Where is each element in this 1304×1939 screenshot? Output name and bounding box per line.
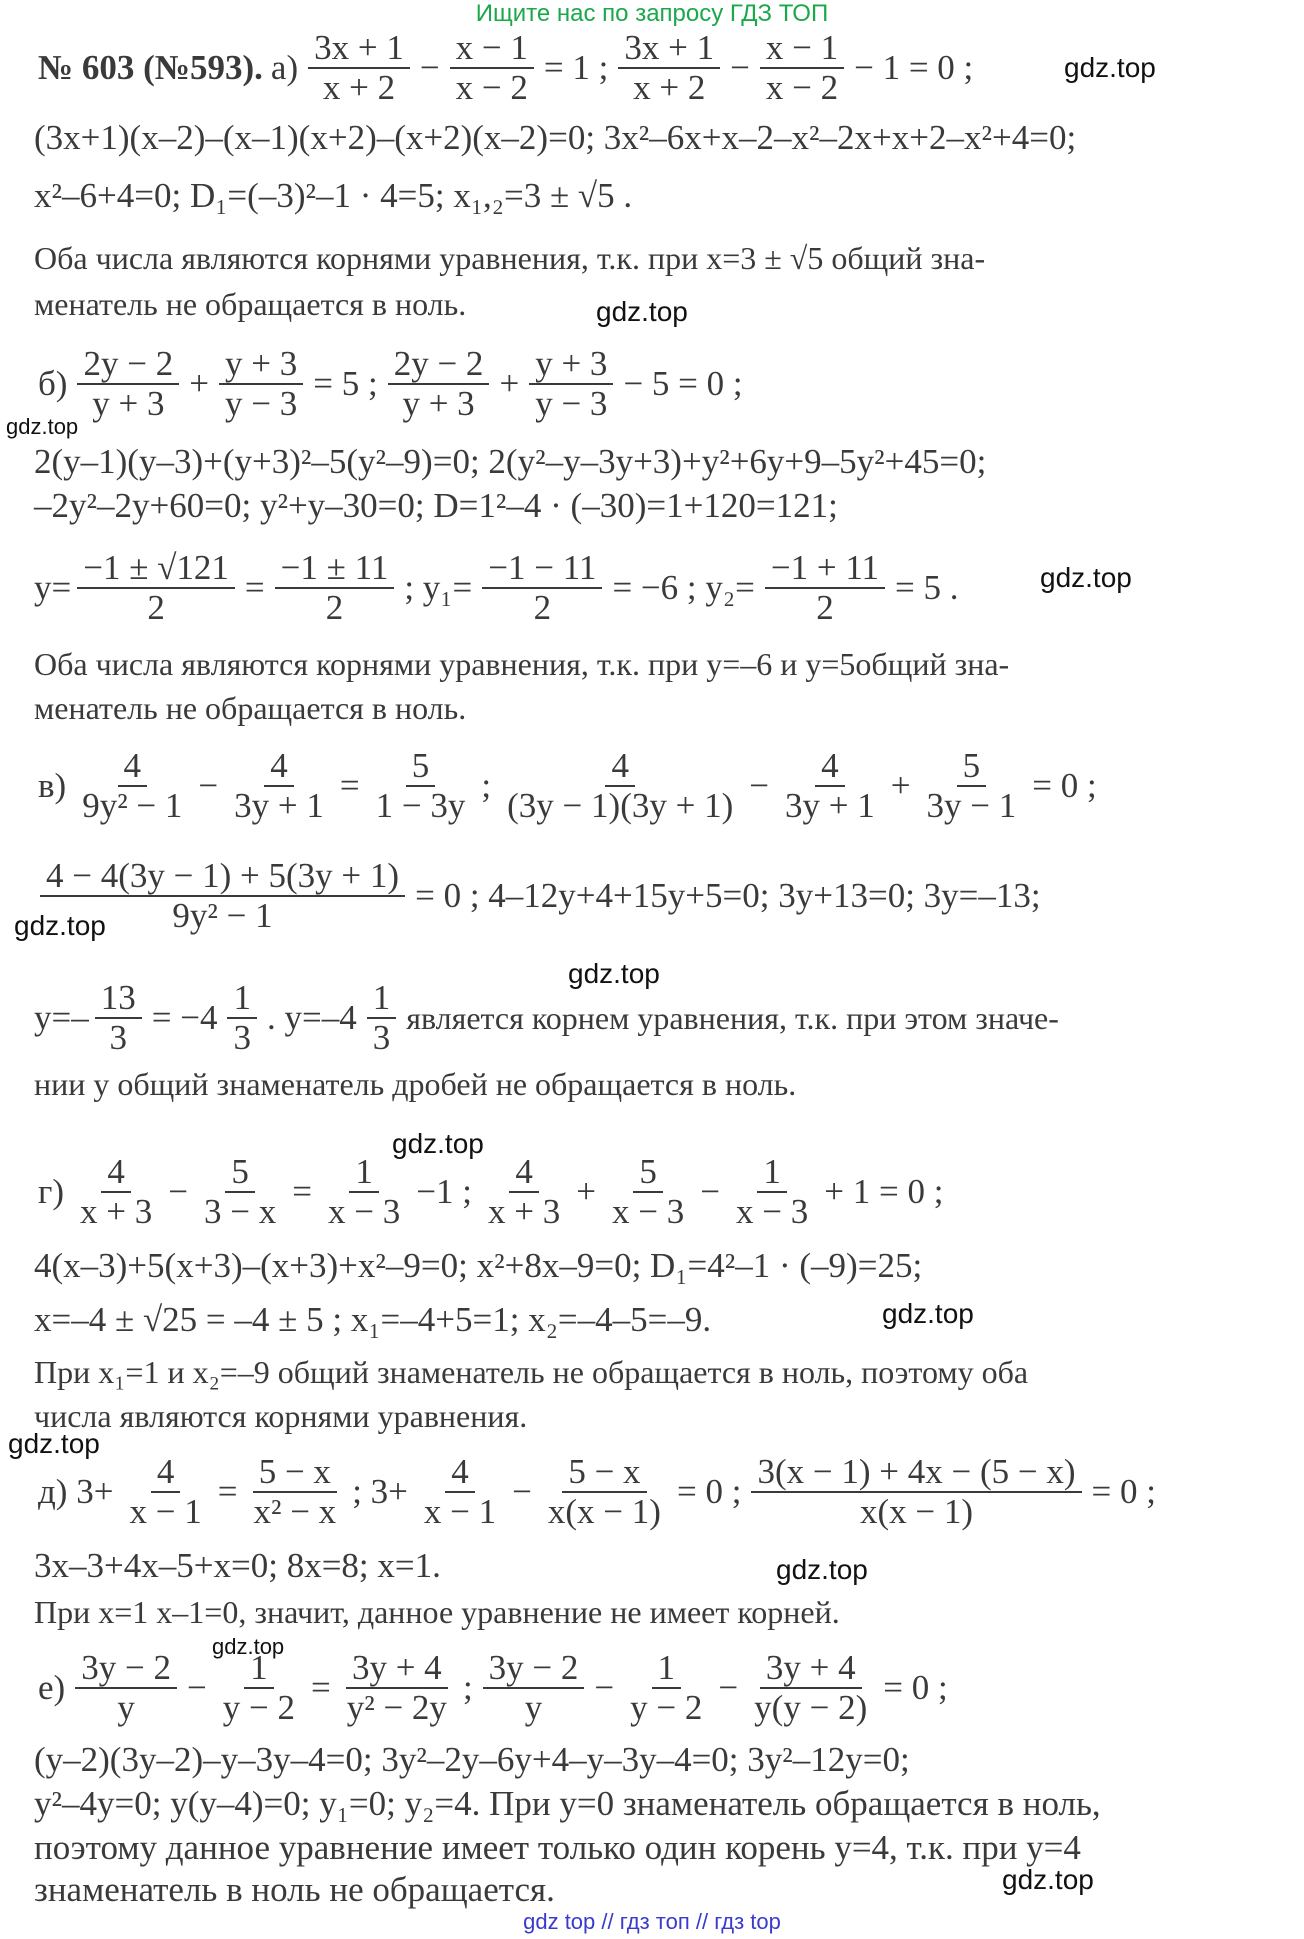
fraction: $\frac{1}{y - 2}$	[222, 1648, 295, 1727]
text-line: менатель не обращается в ноль.	[34, 690, 467, 726]
text-line: Оба числа являются корнями уравнения, т.к. при x=3 ± √5 общий зна-	[34, 240, 986, 276]
fraction: $\frac{5}{3 - x}$	[204, 1152, 277, 1231]
fraction: $\frac{3y + 4}{y(y - 2)}$	[754, 1648, 868, 1727]
label: в)	[38, 766, 67, 805]
text-line: менатель не обращается в ноль.	[34, 286, 467, 322]
text-line: нии у общий знаменатель дробей не обращается в ноль.	[34, 1066, 797, 1102]
fraction: $\frac{-1 + 11}{2}$	[765, 549, 885, 627]
text-line: (y–2)(3y–2)–y–3y–4=0; 3y²–2y–6y+4–y–3y–4=0; 3y²–12y=0;	[34, 1740, 910, 1779]
fraction: $\frac{3y - 2}{y}$	[75, 1649, 177, 1727]
fraction: $\frac{4}{x - 1}$	[423, 1452, 497, 1531]
text-line: поэтому данное уравнение имеет только один корень y=4, т.к. при y=4	[34, 1828, 1081, 1867]
label: а)	[270, 48, 299, 87]
fraction: $\frac{5}{x - 3}$	[611, 1152, 685, 1231]
text-line: 2(y–1)(y–3)+(y+3)²–5(y²–9)=0; 2(y²–y–3y+3)+y²+6y+9–5y²+45=0;	[34, 442, 987, 481]
fraction: $\frac{3x + 1}{x + 2}$	[618, 29, 720, 107]
watermark: gdz.top	[212, 1634, 285, 1659]
footer-links: gdz top // гдз топ // гдз top	[523, 1909, 781, 1934]
fraction: $\frac{y + 3}{y - 3}$	[219, 345, 303, 423]
label: б)	[38, 364, 68, 403]
equation-e: е) $\frac{3y - 2}{y}$ − $\frac{1}{y - 2}$ = $\frac{3y + 4}{\text{y² − 2y}}$ ; $\frac{3y - 2}{y}$ − $\frac{1}{y - 2}$ − $\frac{3y + 4}{y(y - 2)}$ = 0 ;	[34, 1648, 952, 1728]
label: г)	[38, 1172, 65, 1211]
text-line: 4(x–3)+5(x+3)–(x+3)+x²–9=0; x²+8x–9=0; D₁=4²–1 · (–9)=25;	[34, 1246, 923, 1285]
text-line: –2y²–2y+60=0; y²+y–30=0; D=1²–4 · (–30)=1+120=121;	[34, 486, 838, 525]
equation-v: в) $\frac{4}{\text{9y² − 1}}$ − $\frac{4}{3y + 1}$ = $\frac{5}{1 - 3y}$ ; $\frac{4}{(3y - 1)(3y + 1)}$ − $\frac{4}{3y + 1}$ + $\frac{5}{3y - 1}$ = 0 ;	[34, 746, 1101, 826]
fraction: $\frac{3y - 2}{y}$	[483, 1649, 585, 1727]
watermark: gdz.top	[776, 1554, 868, 1585]
fraction: $\frac{y + 3}{y - 3}$	[529, 345, 613, 423]
search-hint: Ищите нас по запросу ГДЗ ТОП	[475, 0, 829, 27]
fraction: $\frac{4}{x - 1}$	[129, 1452, 202, 1531]
watermark: gdz.top	[8, 1428, 100, 1459]
problem-number: № 603 (№593).	[38, 48, 263, 87]
text-line: 3x–3+4x–5+x=0; 8x=8; x=1.	[34, 1546, 441, 1585]
fraction: $\frac{x - 1}{x - 2}$	[760, 29, 844, 107]
root-v: y=– $\frac{13}{3}$ = −4 $\frac{1}{3}$ . y=–4 $\frac{1}{3}$ является корнем уравнения, т.к. при этом значе-	[34, 978, 1059, 1057]
fraction: $\frac{5}{1 - 3y}$	[375, 746, 466, 825]
text-line: (3x+1)(x–2)–(x–1)(x+2)–(x+2)(x–2)=0; 3x²–6x+x–2–x²–2x+x+2–x²+4=0;	[34, 118, 1077, 157]
text-line: x=–4 ± √25 = –4 ± 5 ; x₁=–4+5=1; x₂=–4–5=–9.	[34, 1300, 712, 1339]
fraction: $\frac{1}{x - 3}$	[735, 1152, 809, 1231]
text-line: y²–4y=0; y(y–4)=0; y₁=0; y₂=4. При y=0 знаменатель обращается в ноль,	[34, 1784, 1101, 1823]
watermark: gdz.top	[14, 910, 106, 941]
fraction: $\frac{13}{3}$	[95, 979, 142, 1057]
text-line: x²–6+4=0; D₁=(–3)²–1 · 4=5; x₁,₂=3 ± √5 .	[34, 176, 633, 215]
fraction: $\frac{-1 \pm √121}{2}$	[77, 549, 235, 627]
fraction: $\frac{4}{(3y - 1)(3y + 1)}$	[507, 746, 734, 825]
equation-g: г) $\frac{4}{x + 3}$ − $\frac{5}{3 - x}$ = $\frac{1}{x - 3}$ −1 ; $\frac{4}{x + 3}$ + $\frac{5}{x - 3}$ − $\frac{1}{x - 3}$ + 1 = 0 ;	[34, 1152, 947, 1232]
watermark: gdz.top	[568, 958, 660, 989]
fraction: $\frac{4}{3y + 1}$	[785, 746, 875, 825]
text-line: При x=1 x–1=0, значит, данное уравнение не имеет корней.	[34, 1594, 840, 1630]
roots-b: y= $\frac{-1 \pm √121}{2}$ = $\frac{-1 \pm 11}{2}$ ; y₁= $\frac{-1 - 11}{2}$ = −6 ; y₂= $\frac{-1 + 11}{2}$ = 5 .	[34, 548, 959, 627]
watermark: gdz.top	[392, 1128, 484, 1159]
fraction: $\frac{4}{3y + 1}$	[234, 746, 324, 825]
fraction: $\frac{2y - 2}{y + 3}$	[77, 345, 179, 423]
text-line: числа являются корнями уравнения.	[34, 1398, 528, 1434]
equation-a: № 603 (№593). а) $\frac{3x + 1}{x + 2}$ − $\frac{x - 1}{x - 2}$ = 1 ; $\frac{3x + 1}{x + 2}$ − $\frac{x - 1}{x - 2}$ − 1 = 0 ;	[34, 28, 977, 108]
watermark: gdz.top	[1064, 52, 1156, 83]
fraction: $\frac{1}{y - 2}$	[630, 1648, 703, 1727]
fraction: $\frac{2y - 2}{y + 3}$	[388, 345, 490, 423]
fraction: $\frac{3(x - 1) + 4x - (5 - x)}{x(x - 1)}$	[751, 1453, 1081, 1531]
fraction: $\frac{4}{x + 3}$	[487, 1152, 561, 1231]
watermark: gdz.top	[1040, 562, 1132, 593]
step-v: $\frac{4 - 4(3y - 1) + 5(3y + 1)}{\text{9y² − 1}}$ = 0 ; 4–12y+4+15y+5=0; 3y+13=0; 3y=–13;	[34, 856, 1045, 936]
text-line: При x₁=1 и x₂=–9 общий знаменатель не обращается в ноль, поэтому оба	[34, 1354, 1029, 1390]
fraction: $\frac{3y + 4}{\text{y² − 2y}}$	[346, 1648, 447, 1727]
equation-d: д) 3+ $\frac{4}{x - 1}$ = $\frac{5 - x}{\text{x² − x}}$ ; 3+ $\frac{4}{x - 1}$ − $\frac{5 - x}{x(x - 1)}$ = 0 ; $\frac{3(x - 1) + 4x - (5 - x)}{x(x - 1)}$ = 0 ;	[34, 1452, 1160, 1532]
fraction: $\frac{x - 1}{x - 2}$	[450, 29, 534, 107]
fraction: $\frac{3x + 1}{x + 2}$	[308, 29, 410, 107]
fraction: $\frac{-1 - 11}{2}$	[482, 549, 602, 627]
fraction: $\frac{5 - x}{x(x - 1)}$	[547, 1452, 661, 1531]
watermark: gdz.top	[882, 1298, 974, 1329]
watermark: gdz.top	[1002, 1864, 1094, 1895]
text-line: Оба числа являются корнями уравнения, т.к. при y=–6 и y=5общий зна-	[34, 646, 1010, 682]
label: д) 3+	[38, 1472, 114, 1511]
equation-b: б) $\frac{2y - 2}{y + 3}$ + $\frac{y + 3}{y - 3}$ = 5 ; $\frac{2y - 2}{y + 3}$ + $\frac{y + 3}{y - 3}$ − 5 = 0 ;	[34, 344, 747, 424]
watermark: gdz.top	[6, 414, 79, 439]
label: е)	[38, 1668, 66, 1707]
text-line: знаменатель в ноль не обращается.	[34, 1870, 555, 1909]
fraction: $\frac{-1 \pm 11}{2}$	[275, 549, 395, 627]
fraction: $\frac{4}{\text{9y² − 1}}$	[82, 746, 183, 825]
watermark: gdz.top	[596, 296, 688, 327]
fraction: $\frac{5}{3y - 1}$	[926, 746, 1017, 825]
fraction: $\frac{1}{3}$	[227, 979, 257, 1057]
fraction: $\frac{4 - 4(3y - 1) + 5(3y + 1)}{\text{9y² − 1}}$	[40, 857, 405, 935]
fraction: $\frac{1}{x - 3}$	[328, 1152, 401, 1231]
fraction: $\frac{5 - x}{\text{x² − x}}$	[253, 1452, 337, 1531]
fraction: $\frac{4}{x + 3}$	[80, 1152, 153, 1231]
fraction: $\frac{1}{3}$	[367, 979, 397, 1057]
